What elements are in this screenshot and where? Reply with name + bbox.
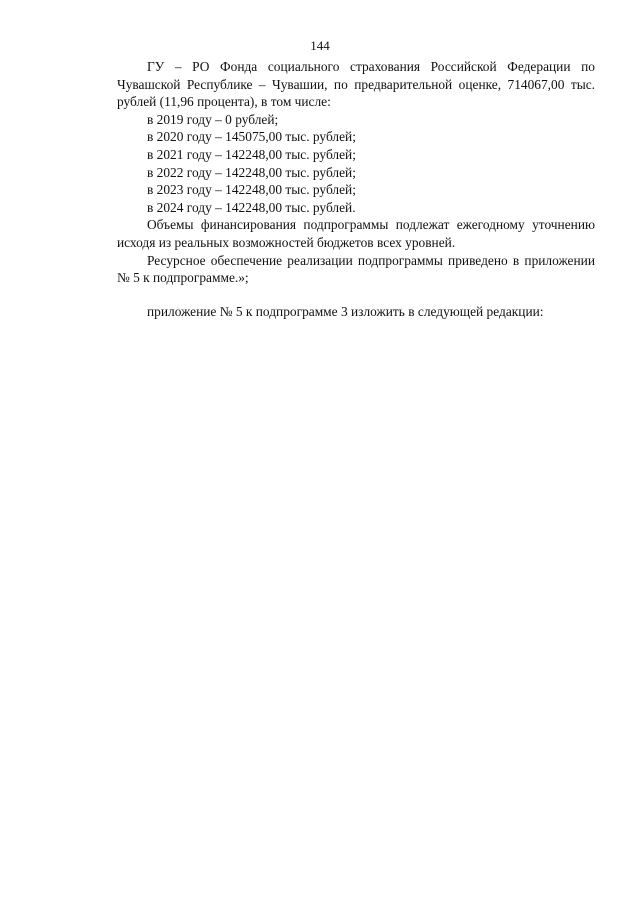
year-line-2020: в 2020 году – 145075,00 тыс. рублей; [147, 129, 356, 145]
year-line-2022: в 2022 году – 142248,00 тыс. рублей; [147, 164, 356, 180]
document-body [117, 58, 595, 320]
appendix-note-paragraph: приложение № 5 к подпрограмме 3 изложить в следующей редакции: [147, 303, 544, 319]
resource-note-paragraph: Ресурсное обеспечение реализации подпрограммы приведено в приложении № 5 к подпрограмме.»; [117, 252, 595, 286]
paragraph-spacer [117, 287, 595, 303]
page-number: 144 [310, 38, 330, 53]
year-line-2019: в 2019 году – 0 рублей; [147, 111, 279, 127]
financing-note-paragraph: Объемы финансирования подпрограммы подлежат ежегодному уточнению исходя из реальных возможностей бюджетов всех уровней. [117, 217, 595, 250]
intro-paragraph: ГУ – РО Фонда социального страхования Российской Федерации по Чувашской Республике – Чувашии, по предварительной оценке, 714067,00 тыс. рублей (11,96 процента), в том числе: [117, 59, 595, 110]
year-line-2023: в 2023 году – 142248,00 тыс. рублей; [147, 182, 356, 198]
year-line-2024: в 2024 году – 142248,00 тыс. рублей. [147, 199, 356, 215]
year-line-2021: в 2021 году – 142248,00 тыс. рублей; [147, 146, 356, 162]
